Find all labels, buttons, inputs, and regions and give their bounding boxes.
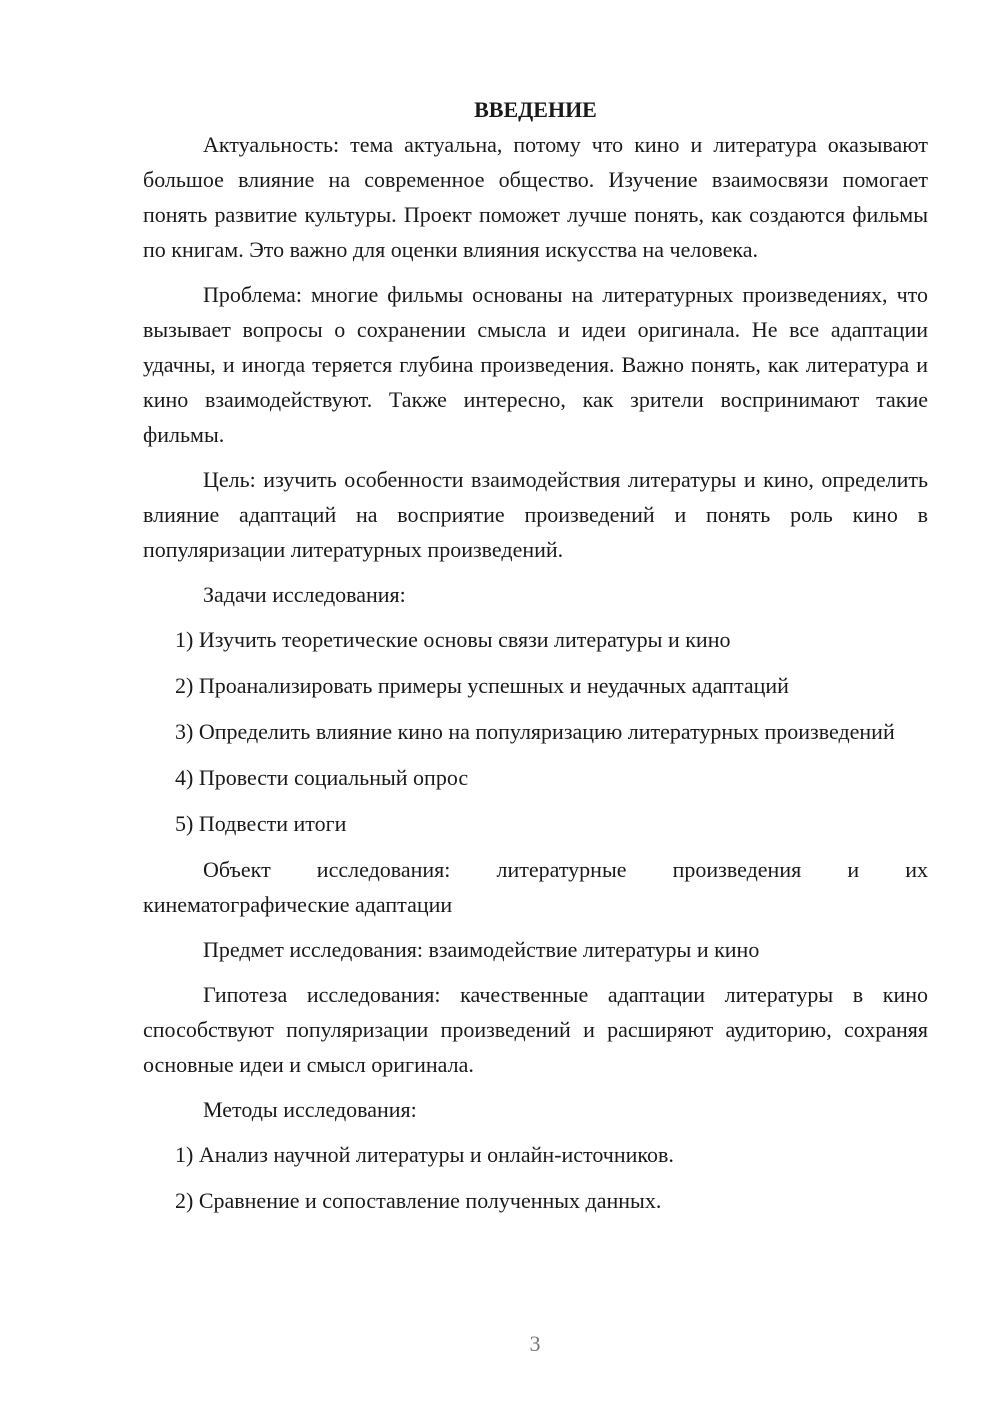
task-item: 3) Определить влияние кино на популяризацию литературных произведений xyxy=(175,719,895,744)
page-number: 3 xyxy=(529,1331,541,1356)
object-paragraph: Объект исследования: литературные произведения и их кинематографические адаптации xyxy=(143,857,928,917)
tasks-heading: Задачи исследования: xyxy=(203,582,406,607)
task-item: 4) Провести социальный опрос xyxy=(175,765,469,790)
task-item: 1) Изучить теоретические основы связи литературы и кино xyxy=(175,627,731,652)
method-item: 1) Анализ научной литературы и онлайн-источников. xyxy=(175,1142,674,1167)
task-item: 5) Подвести итоги xyxy=(175,811,347,836)
relevance-paragraph: Актуальность: тема актуальна, потому что кино и литература оказывают большое влияние на современное общество. Изучение взаимосвязи помогает понять развитие культуры. Проект поможет лучше понять, как создаются фильмы по книгам. Это важно для оценки влияния искусства на человека. xyxy=(143,132,928,262)
methods-heading: Методы исследования: xyxy=(203,1097,417,1122)
method-item: 2) Сравнение и сопоставление полученных данных. xyxy=(175,1188,662,1213)
hypothesis-paragraph: Гипотеза исследования: качественные адаптации литературы в кино способствуют популяризации произведений и расширяют аудиторию, сохраняя основные идеи и смысл оригинала. xyxy=(143,982,928,1077)
subject-paragraph: Предмет исследования: взаимодействие литературы и кино xyxy=(203,937,760,962)
problem-paragraph: Проблема: многие фильмы основаны на литературных произведениях, что вызывает вопросы о сохранении смысла и идеи оригинала. Не все адаптации удачны, и иногда теряется глубина произведения. Важно понять, как литература и кино взаимодействуют. Также интересно, как зрители воспринимают такие фильмы. xyxy=(143,282,928,447)
section-title: ВВЕДЕНИЕ xyxy=(474,97,597,122)
task-item: 2) Проанализировать примеры успешных и неудачных адаптаций xyxy=(175,673,789,698)
goal-paragraph: Цель: изучить особенности взаимодействия литературы и кино, определить влияние адаптаций на восприятие произведений и понять роль кино в популяризации литературных произведений. xyxy=(143,467,928,562)
document-page xyxy=(143,92,928,1229)
